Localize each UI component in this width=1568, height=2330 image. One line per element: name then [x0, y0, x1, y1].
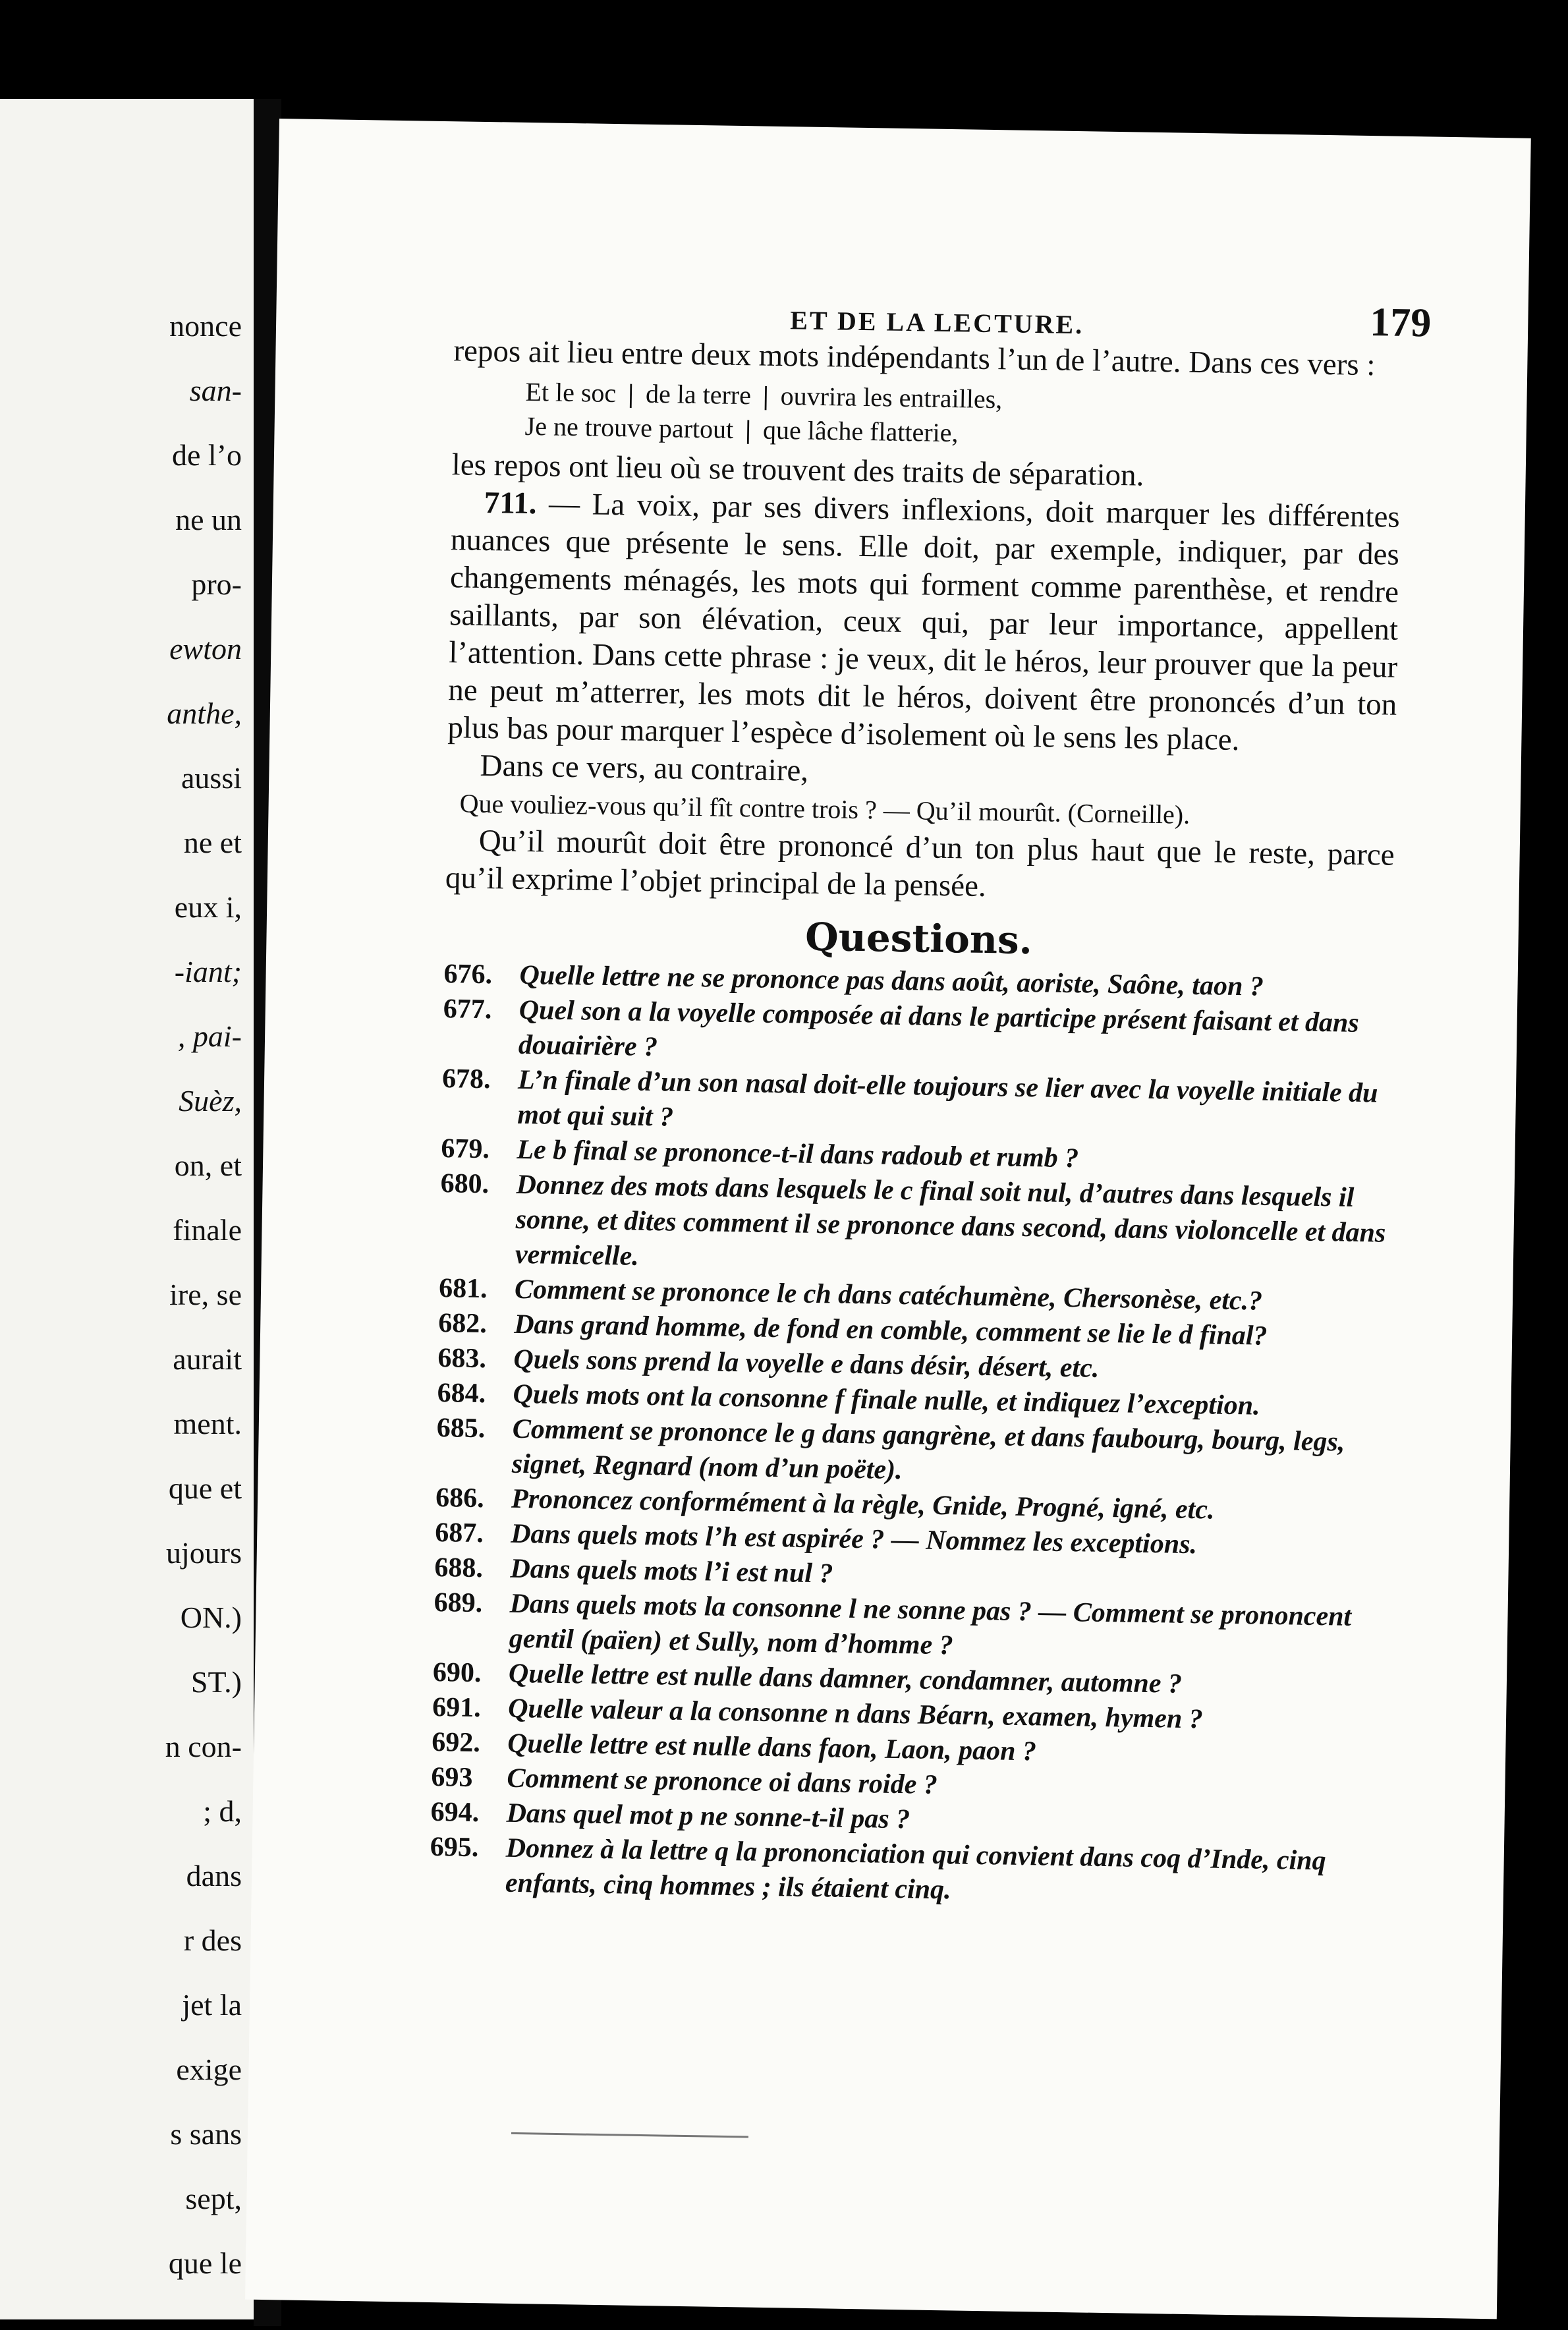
left-page-line: san-	[189, 374, 242, 407]
question-text: Quel son a la voyelle composée ai dans le participe présent faisant et dans douairière ?	[518, 994, 1360, 1063]
question-number: 687.	[434, 1517, 484, 1549]
question-text: Comment se prononce le g dans gangrène, et dans faubourg, bourg, legs, signet, Regnard (nom d’un poëte).	[511, 1413, 1345, 1486]
left-page-line: finale	[173, 1213, 242, 1247]
verse-segment: ouvrira les entrailles,	[780, 381, 1003, 414]
question-number: 678.	[441, 1064, 491, 1095]
question-text: Donnez à la lettre q la prononciation qui convient dans coq d’Inde, cinq enfants, cinq hommes ; ils étaient cinq.	[505, 1833, 1326, 1906]
question-number: 683.	[437, 1343, 487, 1375]
pause-bar: |	[762, 380, 770, 411]
left-page-line: aussi	[181, 761, 242, 795]
left-page-line: ujours	[166, 1536, 242, 1570]
left-page-line: aurait	[173, 1342, 242, 1376]
conclusion-paragraph: Qu’il mourût doit être prononcé d’un ton plus haut que le reste, parce qu’il exprime l’objet principal de la pensée.	[445, 823, 1395, 903]
question-number: 693	[431, 1761, 473, 1793]
question-item	[439, 1166, 1389, 1286]
left-page-line: s sans	[170, 2117, 242, 2151]
question-number: 677.	[443, 994, 492, 1025]
question-text: Dans quels mots la consonne l ne sonne pas ? — Comment se prononcent gentil (païen) et Sully, nom d’homme ?	[509, 1588, 1352, 1661]
left-page-line: nonce	[169, 309, 242, 343]
left-page-line: eux i,	[174, 890, 242, 924]
question-number: 684.	[437, 1378, 486, 1409]
verse-example	[524, 375, 1401, 457]
paragraph-711	[447, 484, 1400, 762]
left-page-line: ne et	[183, 826, 242, 859]
left-page-line: on, et	[174, 1149, 242, 1182]
question-number: 680.	[440, 1168, 490, 1200]
question-text: Quels sons prend la voyelle e dans désir, désert, etc.	[513, 1344, 1100, 1384]
questions-list	[430, 957, 1393, 1914]
left-page-line: de l’o	[171, 438, 242, 472]
question-number: 691.	[432, 1691, 482, 1724]
book-page	[245, 119, 1531, 2319]
question-text: Quels mots ont la consonne f finale nulle, et indiquez l’exception.	[513, 1378, 1260, 1421]
left-page-line: anthe,	[167, 696, 242, 730]
left-page-line: que et	[168, 1471, 242, 1505]
question-text: Prononcez conformément à la règle, Gnide, Progné, igné, etc.	[511, 1483, 1215, 1525]
verse-segment: Et le soc	[525, 376, 617, 409]
question-text: Dans quel mot p ne sonne-t-il pas ?	[506, 1798, 910, 1835]
left-page-line: dans	[186, 1859, 242, 1892]
question-number: 682.	[437, 1308, 488, 1340]
verse-segment: Je ne trouve partout	[524, 411, 734, 444]
page-body	[430, 332, 1403, 1914]
left-page-line: exige	[176, 2053, 242, 2086]
left-page-line: jet la	[182, 1988, 242, 2022]
corneille-quote: Que vouliez-vous qu’il fît contre trois ? — Qu’il mourût. (Corneille).	[459, 788, 1190, 830]
question-text: Quelle valeur a la consonne n dans Béarn, examen, hymen ?	[507, 1693, 1204, 1735]
question-number: 688.	[434, 1552, 484, 1584]
left-page-line: -iant;	[174, 955, 242, 988]
contrast-intro: Dans ce vers, au contraire,	[480, 748, 809, 788]
question-text: Dans quels mots l’h est aspirée ? — Nommez les exceptions.	[510, 1518, 1198, 1560]
left-page-line: ST.)	[190, 1665, 242, 1699]
question-text: Quelle lettre est nulle dans faon, Laon, paon ?	[507, 1728, 1037, 1767]
question-number: 676.	[443, 959, 493, 990]
question-text: Dans quels mots l’i est nul ?	[510, 1553, 833, 1589]
verse-segment: de la terre	[645, 378, 752, 411]
question-number: 692.	[431, 1726, 481, 1759]
after-verse-paragraph: les repos ont lieu où se trouvent des traits de séparation.	[451, 447, 1144, 493]
paragraph-711-text: — La voix, par ses divers inflexions, doit marquer les différentes nuances que présente le sens. Elle doit, par exemple, indiquer, par des changements ménagés, les mots qui forment comme parenthèse, et rendre saillants, par son élévation, ceux qui, par leur importance, appellent l’attention. Dans cette phrase : je veux, dit le héros, leur prouver que la peur ne peut m’atterrer, les mots dit le héros, doivent être prononcés d’un ton plus bas pour marquer l’espèce d’isolement où le sens les place.	[447, 486, 1401, 758]
question-text: Dans grand homme, de fond en comble, comment se lie le d final?	[513, 1309, 1268, 1351]
question-number: 690.	[432, 1657, 482, 1689]
left-page-line: sept,	[185, 2182, 242, 2215]
left-page-line: que le	[168, 2246, 242, 2280]
question-number: 679.	[441, 1133, 490, 1165]
question-number: 685.	[436, 1412, 486, 1444]
left-page-line: ON.)	[180, 1601, 242, 1634]
left-page-line: Suèz,	[179, 1084, 242, 1118]
question-number: 686.	[435, 1482, 485, 1514]
question-item	[430, 1830, 1379, 1915]
question-text: Comment se prononce le ch dans catéchumène, Chersonèse, etc.?	[514, 1274, 1263, 1317]
questions-heading: Questions.	[804, 914, 1033, 963]
left-page-line: r des	[183, 1923, 242, 1957]
question-text: Le b final se prononce-t-il dans radoub et rumb ?	[517, 1134, 1079, 1174]
question-text: Donnez des mots dans lesquels le c final soit nul, d’autres dans lesquels il sonne, et dites comment il se prononce dans second, dans violoncelle et dans vermicelle.	[515, 1169, 1386, 1272]
left-page-line: n con-	[165, 1730, 242, 1763]
question-number: 689.	[434, 1587, 483, 1619]
left-page-line: ewton	[169, 632, 242, 666]
left-page-line: ment.	[173, 1407, 242, 1440]
question-text: Quelle lettre ne se prononce pas dans août, aoriste, Saône, taon ?	[519, 959, 1264, 1002]
question-number: 681.	[438, 1273, 488, 1305]
question-number: 695.	[430, 1831, 479, 1863]
intro-paragraph: repos ait lieu entre deux mots indépendants l’un de l’autre. Dans ces vers :	[453, 333, 1376, 383]
running-head: ET DE LA LECTURE.	[789, 305, 1084, 340]
page-number: 179	[1369, 300, 1432, 346]
verse-segment: que lâche flatterie,	[762, 414, 959, 448]
question-number: 694.	[430, 1796, 480, 1829]
question-text: Quelle lettre est nulle dans damner, condamner, automne ?	[508, 1658, 1183, 1699]
left-page-line: , pai-	[177, 1019, 242, 1053]
pause-bar: |	[744, 414, 752, 445]
pause-bar: |	[627, 378, 634, 409]
left-page-line: ne un	[175, 503, 242, 536]
question-text: L’n finale d’un son nasal doit-elle toujours se lier avec la voyelle initiale du mot qui suit ?	[517, 1064, 1378, 1133]
left-page-line: ire, se	[169, 1278, 242, 1311]
left-page-line: ; d,	[203, 1794, 242, 1828]
left-facing-page	[0, 99, 254, 2319]
left-page-line: pro-	[191, 567, 242, 601]
question-text: Comment se prononce oi dans roide ?	[507, 1763, 938, 1800]
paragraph-number: 711.	[484, 485, 537, 521]
bottom-rule	[511, 2132, 748, 2138]
